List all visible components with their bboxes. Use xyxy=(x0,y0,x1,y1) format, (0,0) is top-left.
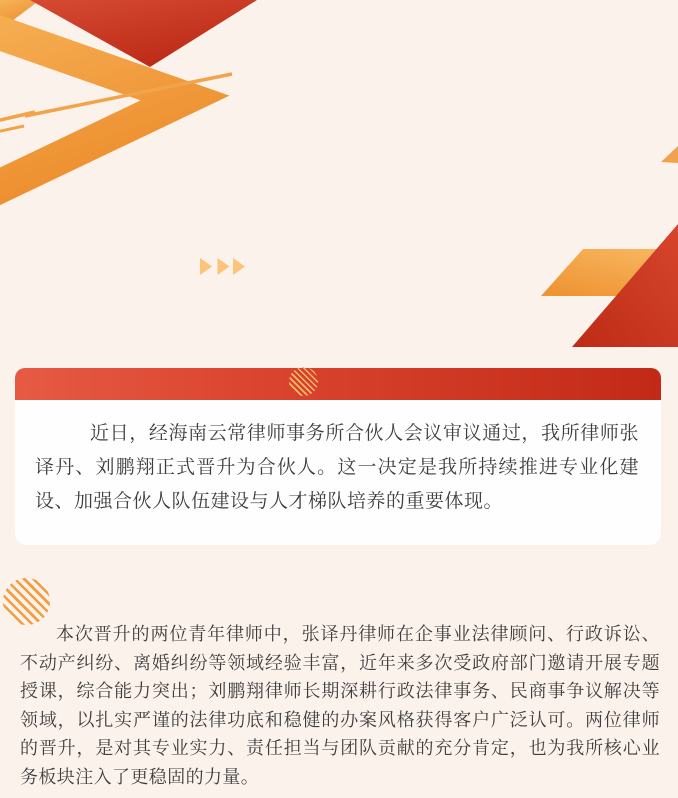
announcement-card xyxy=(15,368,661,545)
card-body xyxy=(15,400,661,545)
right-edge-orange-wedge-icon xyxy=(661,146,678,163)
detail-paragraph: 本次晋升的两位青年律师中，张译丹律师在企事业法律顾问、行政诉讼、不动产纠纷、离婚纠纷等领域经验丰富，近年来多次受政府部门邀请开展专题授课，综合能力突出；刘鹏翔律师长期深耕行政法律事务、民商事争议解决等领域，以扎实严谨的法律功底和稳健的办案风格获得客户广泛认可。两位律师的晋升，是对其专业实力、责任担当与团队贡献的充分肯定，也为我所核心业务板块注入了更稳固的力量。 xyxy=(20,624,660,787)
three-play-triangles-icon xyxy=(200,258,245,275)
card-header-bar xyxy=(15,368,661,400)
orange-striped-circle-icon xyxy=(3,578,50,625)
gold-striped-circle-icon xyxy=(289,367,318,396)
top-decoration xyxy=(0,0,678,360)
announcement-paragraph: 近日，经海南云常律师事务所合伙人会议审议通过，我所律师张译丹、刘鹏翔正式晋升为合伙人。这一决定是我所持续推进专业化建设、加强合伙人队伍建设与人才梯队培养的重要体现。 xyxy=(35,423,639,512)
